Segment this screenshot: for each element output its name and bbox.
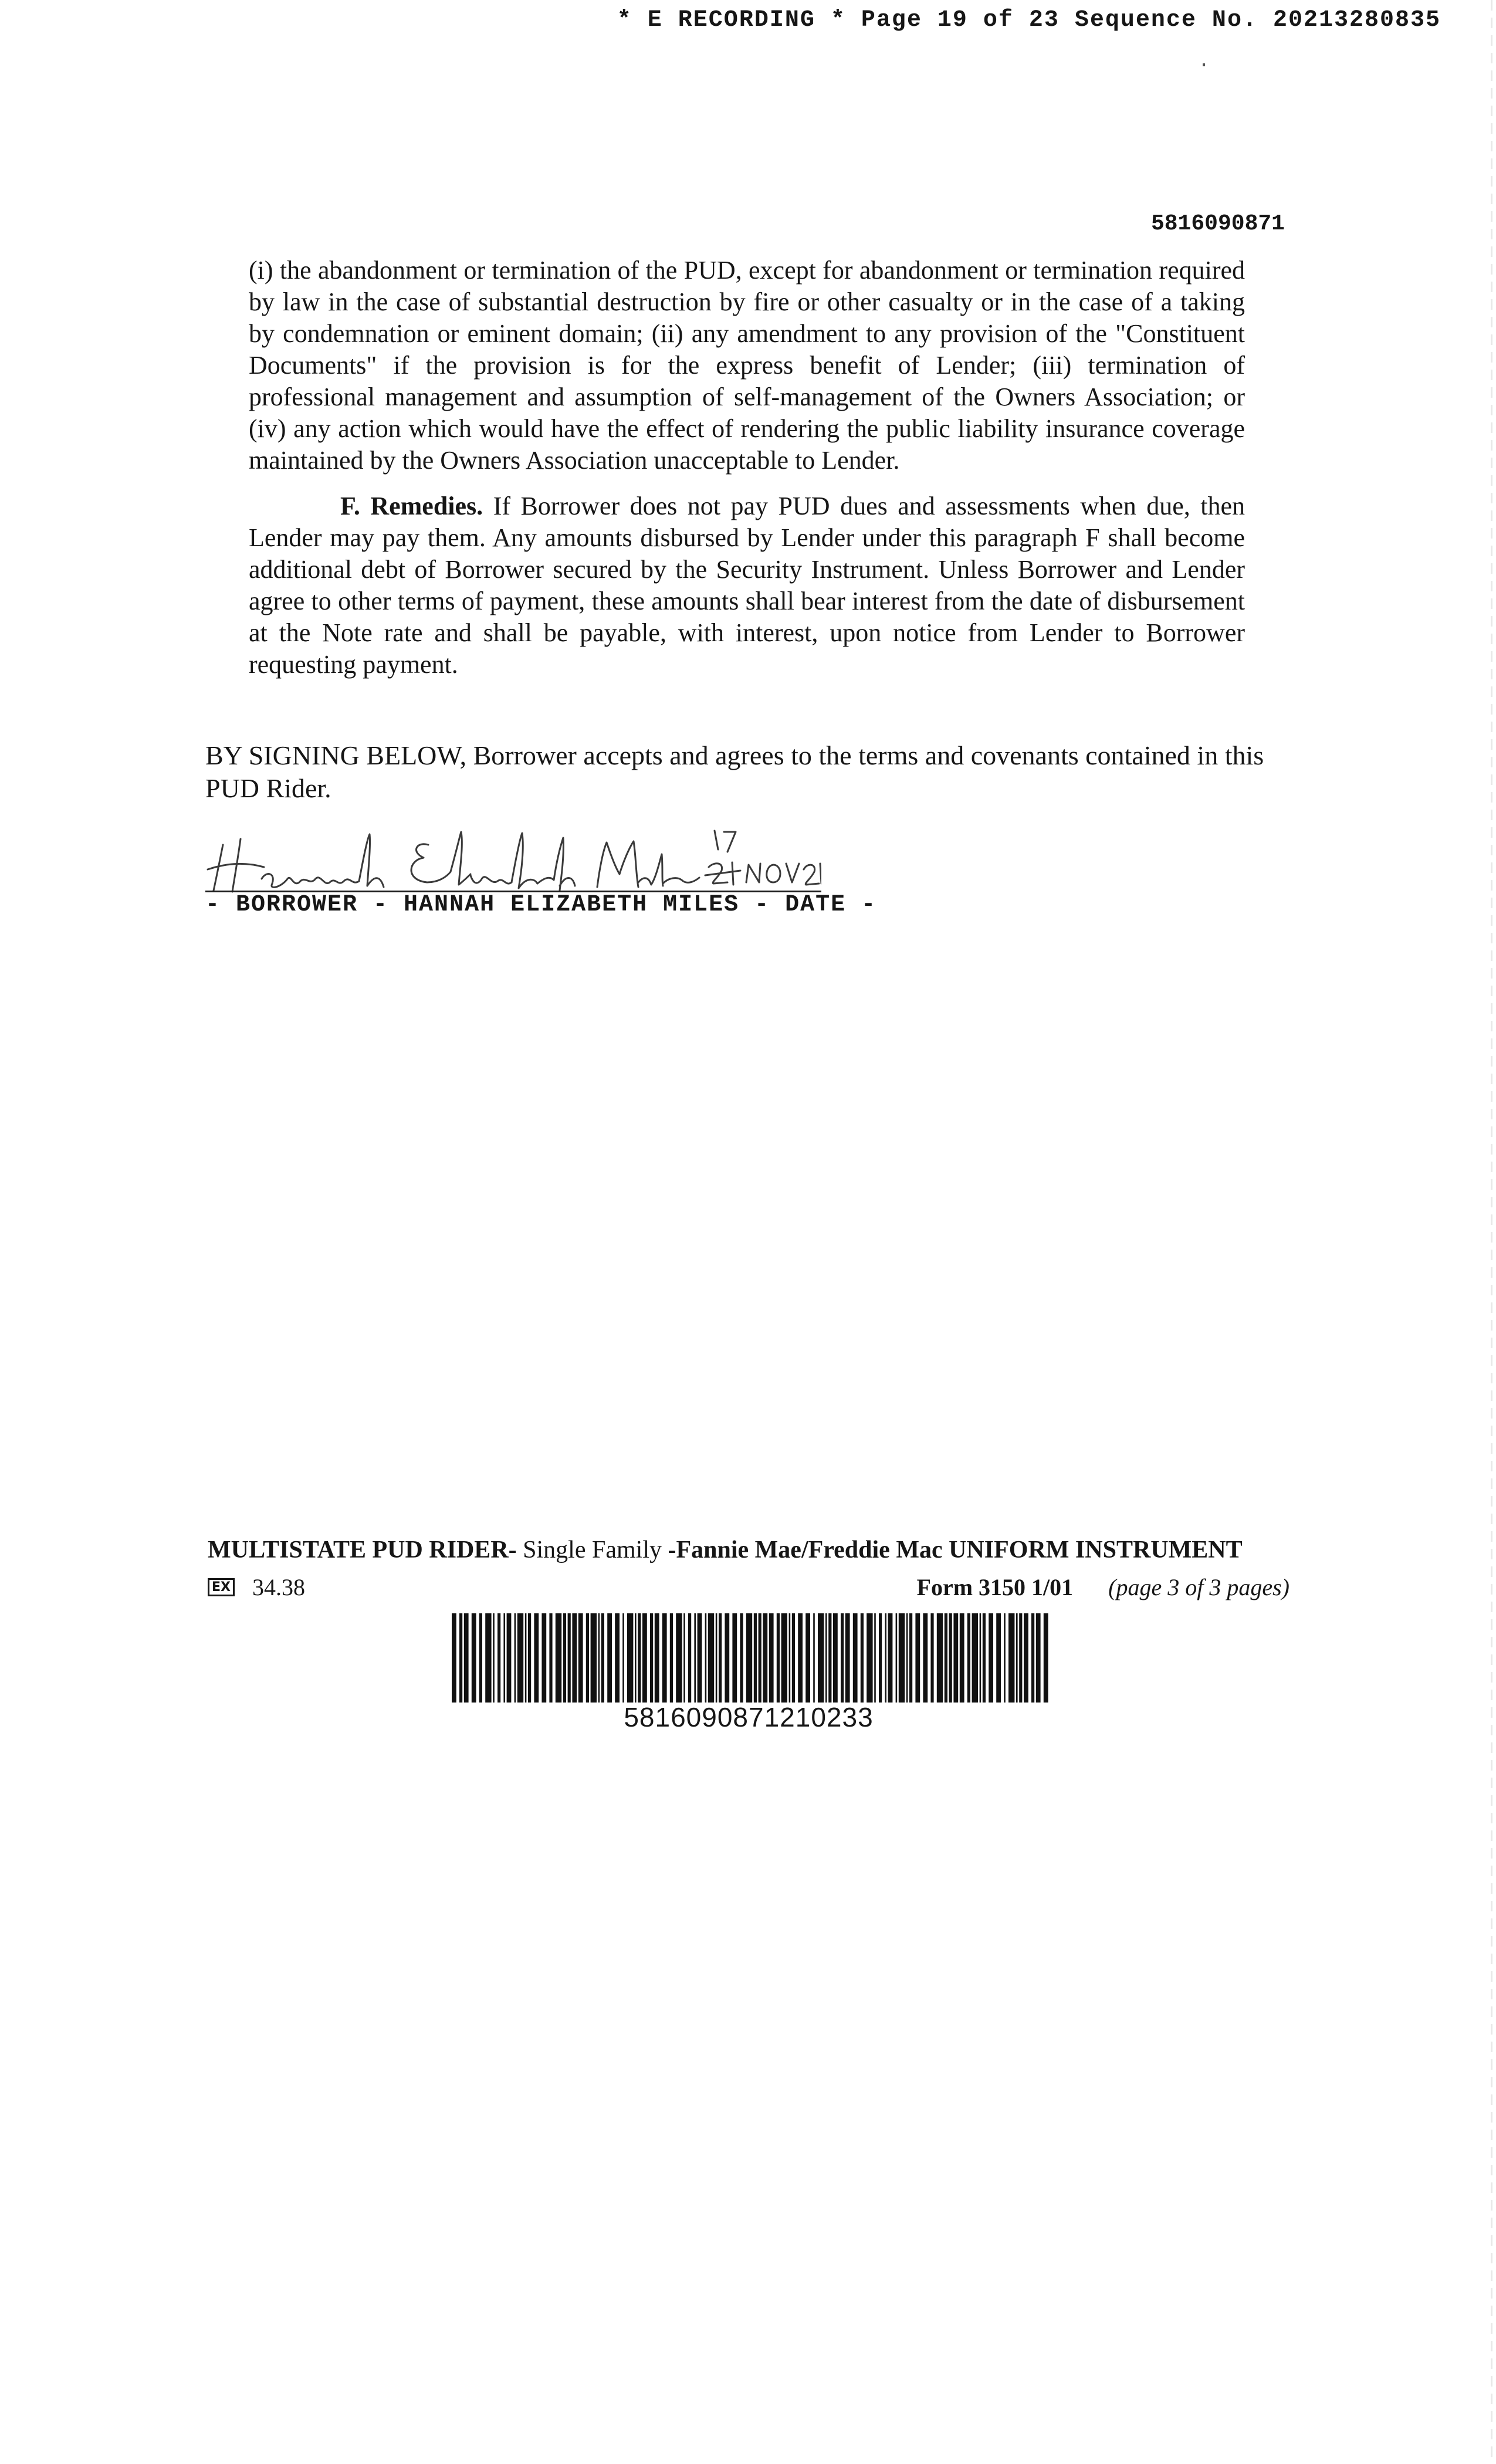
barcode-bar — [479, 1613, 482, 1703]
barcode-bar — [740, 1613, 743, 1703]
barcode-bar — [754, 1613, 757, 1703]
barcode-bar — [563, 1613, 566, 1703]
barcode-bar — [825, 1613, 827, 1703]
form-code-group — [208, 1573, 305, 1601]
barcode-bar — [845, 1613, 850, 1703]
barcode-bar — [598, 1613, 600, 1703]
barcode-bar — [949, 1613, 952, 1703]
barcode-bar — [622, 1613, 624, 1703]
barcode-bar — [1019, 1613, 1022, 1703]
paragraph-f-remedies — [249, 490, 1245, 681]
barcode-bar — [899, 1613, 905, 1703]
signing-statement: BY SIGNING BELOW, Borrower accepts and agrees to the terms and covenants contained in this PUD Rider. — [205, 740, 1264, 803]
barcode-bar — [503, 1613, 505, 1703]
barcode-bar — [896, 1613, 898, 1703]
barcode-bar — [885, 1613, 886, 1703]
barcode-bar — [813, 1613, 815, 1703]
barcode-bar — [670, 1613, 673, 1703]
barcode-bar — [777, 1613, 780, 1703]
barcode-bar — [459, 1613, 462, 1703]
barcode-bar — [642, 1613, 647, 1703]
barcode-bar — [698, 1613, 702, 1703]
barcode-bar — [607, 1613, 612, 1703]
barcode-bar — [556, 1613, 561, 1703]
scan-edge-artifact — [1491, 0, 1492, 2464]
barcode-bar — [688, 1613, 691, 1703]
scan-speck — [1203, 63, 1205, 66]
handwritten-signature — [205, 821, 821, 898]
barcode-bar — [879, 1613, 882, 1703]
barcode-bar — [534, 1613, 539, 1703]
barcode-bar — [989, 1613, 993, 1703]
form-title-rider: MULTISTATE PUD RIDER- — [208, 1536, 517, 1563]
barcode-bar — [655, 1613, 659, 1703]
barcode-bar — [705, 1613, 707, 1703]
barcode-bar — [507, 1613, 512, 1703]
barcode-bar — [828, 1613, 831, 1703]
barcode-bar — [841, 1613, 844, 1703]
barcode-bar — [464, 1613, 469, 1703]
barcode-bar — [572, 1613, 577, 1703]
remedies-text: If Borrower does not pay PUD dues and assessments when due, then Lender may pay them. Any amounts disbursed by Lender under this paragraph F shall become additional debt of Borrower secured by the Security Instrument. Unless Borrower and Lender agree to other terms of payment, these amounts shall bear interest from the date of disbursement at the Note rate and shall be payable, with interest, upon notice from Lender to Borrower requesting payment. — [249, 492, 1245, 679]
barcode-bar — [586, 1613, 589, 1703]
barcode-bar — [515, 1613, 516, 1703]
barcode-bar — [906, 1613, 908, 1703]
ex-badge: EX — [208, 1578, 235, 1596]
barcode-bar — [798, 1613, 803, 1703]
barcode-bar — [635, 1613, 637, 1703]
remedies-heading: F. Remedies. — [340, 492, 483, 520]
barcode-bar — [1016, 1613, 1018, 1703]
barcode-bar — [591, 1613, 597, 1703]
barcode-bar — [960, 1613, 964, 1703]
barcode-bar — [833, 1613, 838, 1703]
form-title-family: Single Family — [516, 1536, 668, 1563]
barcode-bar — [923, 1613, 928, 1703]
barcode-bar — [759, 1613, 761, 1703]
barcode-bar — [853, 1613, 858, 1703]
barcode-bar — [909, 1613, 912, 1703]
barcode-bar — [528, 1613, 531, 1703]
barcode-bar — [888, 1613, 893, 1703]
paragraph-e-continued: (i) the abandonment or termination of the PUD, except for abandonment or termination required by law in the case of substantial destruction by fire or other casualty or in the case of a taking by condemnation or eminent domain; (ii) any amendment to any provision of the "Constituent Documents" if the provision is for the express benefit of Lender; (iii) termination of professional management and assumption of self-management of the Owners Association; or (iv) any action which would have the effect of rendering the public liability insurance coverage maintained by the Owners Association unacceptable to Lender. — [249, 256, 1245, 475]
barcode-bar — [996, 1613, 1001, 1703]
barcode-bar — [874, 1613, 876, 1703]
barcode-bar — [497, 1613, 500, 1703]
recording-header: * E RECORDING * Page 19 of 23 Sequence No. 20213280835 — [617, 7, 1441, 33]
barcode-bar — [1024, 1613, 1028, 1703]
barcode-bar — [725, 1613, 729, 1703]
barcode-bar — [716, 1613, 717, 1703]
barcode-bar — [945, 1613, 947, 1703]
barcode-bar — [452, 1613, 456, 1703]
barcode-bar — [861, 1613, 864, 1703]
barcode — [448, 1613, 1049, 1703]
barcode-bar — [650, 1613, 653, 1703]
barcode-bar — [983, 1613, 986, 1703]
barcode-bar — [601, 1613, 604, 1703]
barcode-bar — [746, 1613, 752, 1703]
barcode-bar — [708, 1613, 714, 1703]
barcode-bar — [1036, 1613, 1041, 1703]
form-title — [208, 1536, 1243, 1564]
barcode-bar — [1008, 1613, 1014, 1703]
barcode-bar — [568, 1613, 571, 1703]
barcode-bar — [1031, 1613, 1034, 1703]
barcode-bar — [915, 1613, 920, 1703]
barcode-bar — [763, 1613, 767, 1703]
barcode-bar — [662, 1613, 667, 1703]
form-code: 34.38 — [252, 1574, 305, 1600]
form-number-group — [917, 1573, 1289, 1601]
barcode-bar — [719, 1613, 722, 1703]
barcode-bar — [578, 1613, 583, 1703]
barcode-bar — [615, 1613, 620, 1703]
barcode-bar — [1004, 1613, 1006, 1703]
page-indicator: (page 3 of 3 pages) — [1108, 1574, 1289, 1600]
barcode-bar — [818, 1613, 824, 1703]
barcode-number: 5816090871210233 — [624, 1702, 874, 1732]
barcode-bar — [493, 1613, 495, 1703]
barcode-bar — [867, 1613, 872, 1703]
borrower-signature-label: - BORROWER - HANNAH ELIZABETH MILES - DATE - — [205, 892, 877, 918]
barcode-bar — [980, 1613, 981, 1703]
barcode-bar — [972, 1613, 978, 1703]
barcode-bar — [627, 1613, 633, 1703]
barcode-bar — [485, 1613, 491, 1703]
barcode-bar — [769, 1613, 774, 1703]
barcode-bar — [694, 1613, 696, 1703]
barcode-bar — [953, 1613, 958, 1703]
barcode-bar — [805, 1613, 810, 1703]
barcode-bar — [792, 1613, 795, 1703]
loan-number: 5816090871 — [1150, 211, 1285, 236]
barcode-bar — [937, 1613, 943, 1703]
barcode-bar — [683, 1613, 685, 1703]
barcode-bar — [732, 1613, 737, 1703]
barcode-bar — [1044, 1613, 1048, 1703]
barcode-bar — [676, 1613, 682, 1703]
barcode-bar — [967, 1613, 970, 1703]
form-title-instrument: -Fannie Mae/Freddie Mac UNIFORM INSTRUMENT — [668, 1536, 1243, 1563]
barcode-bar — [517, 1613, 523, 1703]
barcode-bar — [541, 1613, 546, 1703]
barcode-bar — [930, 1613, 933, 1703]
form-number: Form 3150 1/01 — [916, 1574, 1074, 1600]
barcode-bar — [472, 1613, 476, 1703]
barcode-bar — [638, 1613, 641, 1703]
barcode-bar — [781, 1613, 787, 1703]
barcode-bar — [525, 1613, 527, 1703]
barcode-bar — [549, 1613, 552, 1703]
barcode-bar — [789, 1613, 791, 1703]
